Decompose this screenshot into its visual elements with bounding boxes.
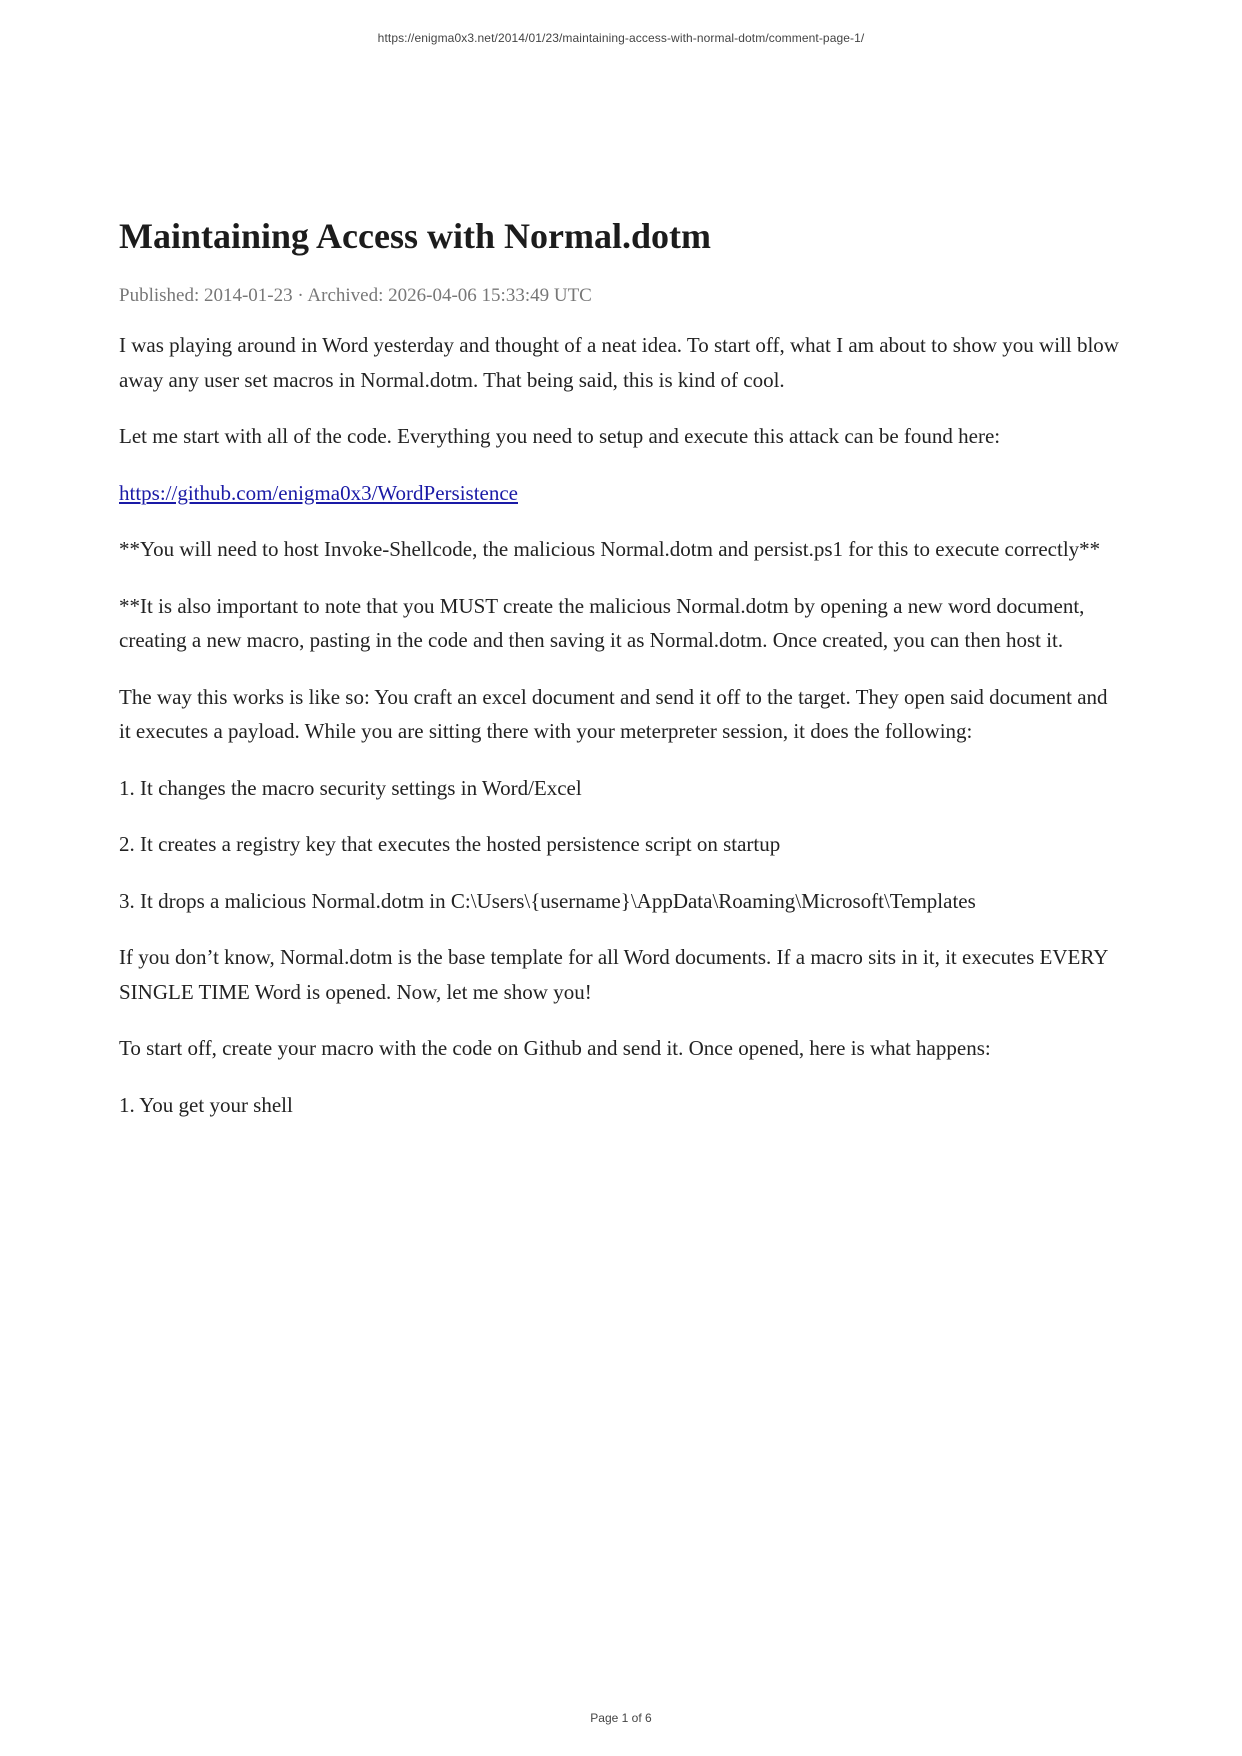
article-title: Maintaining Access with Normal.dotm xyxy=(119,216,711,256)
paragraph-create-note: **It is also important to note that you MUST create the malicious Normal.dotm by opening a new word document, creating a new macro, pasting in the code and then saving it as Normal.dotm. Once created, you can then host it. xyxy=(119,593,1085,652)
paragraph-start-off: To start off, create your macro with the code on Github and send it. Once opened, here is what happens: xyxy=(119,1036,991,1060)
paragraph-github-link xyxy=(119,476,1124,511)
paragraph-intro: I was playing around in Word yesterday and thought of a neat idea. To start off, what I am about to show you will blow away any user set macros in Normal.dotm. That being said, this is kind of cool. xyxy=(119,333,1119,392)
paragraph-host-note: **You will need to host Invoke-Shellcode, the malicious Normal.dotm and persist.ps1 for this to execute correctly** xyxy=(119,537,1101,561)
github-link[interactable]: https://github.com/enigma0x3/WordPersistence xyxy=(119,480,518,505)
article xyxy=(119,212,1124,1122)
list-item-get-shell: 1. You get your shell xyxy=(119,1092,293,1117)
paragraph-how-it-works: The way this works is like so: You craft an excel document and send it off to the target. They open said document and it executes a payload. While you are sitting there with your meterpreter session, it does the following: xyxy=(119,684,1108,743)
page-number: Page 1 of 6 xyxy=(590,1711,652,1725)
article-body xyxy=(119,328,1124,1122)
paragraph-code-intro: Let me start with all of the code. Everything you need to setup and execute this attack can be found here: xyxy=(119,424,1001,448)
paragraph-normal-dotm-explainer: If you don’t know, Normal.dotm is the base template for all Word documents. If a macro sits in it, it executes EVERY SINGLE TIME Word is opened. Now, let me show you! xyxy=(119,945,1108,1004)
article-meta: Published: 2014-01-23 · Archived: 2026-04-06 15:33:49 UTC xyxy=(119,285,592,306)
list-item-step-1: 1. It changes the macro security settings in Word/Excel xyxy=(119,775,582,800)
list-item-step-2: 2. It creates a registry key that executes the hosted persistence script on startup xyxy=(119,832,781,856)
list-item-step-3: 3. It drops a malicious Normal.dotm in C:\Users\{username}\AppData\Roaming\Microsoft\Templates xyxy=(119,888,976,913)
print-header-url: https://enigma0x3.net/2014/01/23/maintaining-access-with-normal-dotm/comment-page-1/ xyxy=(377,31,865,45)
